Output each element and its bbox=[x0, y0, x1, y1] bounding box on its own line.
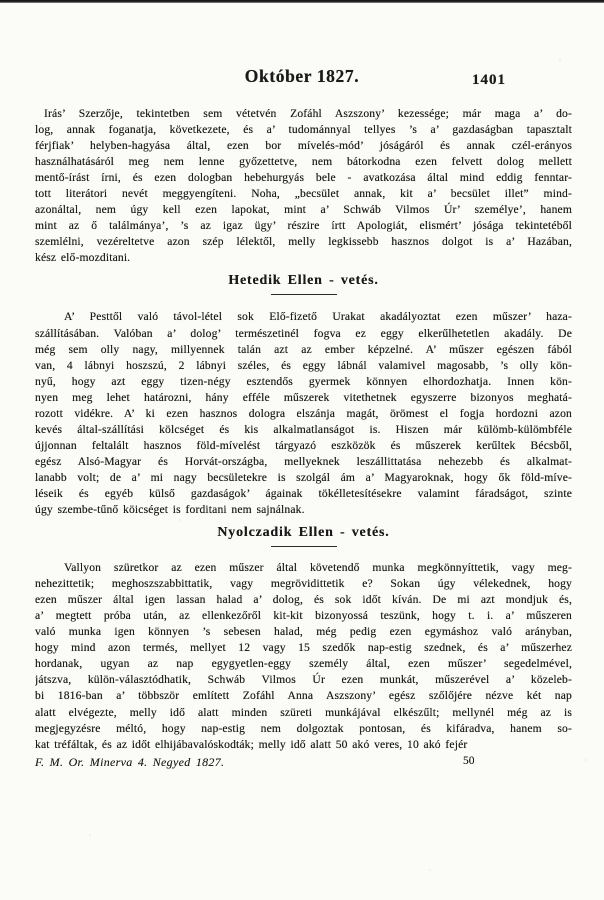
text-line: nyű, hogy azt eggy tizen-négy esztendős gyermek könnyen elhordozhatja. Innen kön- bbox=[35, 374, 572, 388]
text-line: kevés által-szállítási kölcséget és kis alkalmatlanságot is. Hiszen már külömb-külömbféle bbox=[35, 422, 572, 436]
text-line: mentő-írást írni, és ezen dologban hebehurgyás bele - avatkozása által mind eddig fenntar- bbox=[35, 171, 572, 185]
text-line: rozott vidékre. A’ ki ezen hasznos dologra elszánja magát, örömest el fogja hordozni azon bbox=[35, 406, 572, 420]
catchword: 50 bbox=[463, 755, 475, 767]
text-line: mint az ő találmánya’, ’s az igaz ügy’ részire írtt Apologiát, elismért’ jósága tekintetéből bbox=[35, 219, 572, 233]
page-footer bbox=[35, 755, 572, 773]
text-block bbox=[35, 106, 572, 753]
text-line: ezen műszer által igen lassan halad a’ dolog, és sok időt kíván. De mi azt mondjuk és, bbox=[35, 593, 572, 607]
text-line: nehezittetik; meghoszszabbittatik, vagy megrövidittetik e? Sokan úgy vélekednek, hogy bbox=[35, 577, 572, 591]
paragraph-hetedik bbox=[35, 309, 572, 518]
text-line: hogy mind azon termés, mellyet 12 vagy 15 szedők nap-estig szednek, és a’ műszerhez bbox=[35, 641, 572, 655]
spacer bbox=[35, 547, 572, 560]
text-line: szemlélni, vezéreltetve azon szép lélektől, melly legkissebb hasznos dolgot is a’ Hazában, bbox=[35, 235, 572, 249]
journal-imprint: F. M. Or. Minerva 4. Negyed 1827. bbox=[35, 755, 225, 769]
scan-top-edge bbox=[0, 0, 604, 3]
spacer bbox=[35, 295, 572, 309]
text-line: Vallyon szüretkor az ezen műszer által követendő munka megkönnyíttetik, vagy meg- bbox=[64, 561, 572, 575]
text-line: szállításában. Valóban a’ dolog’ természetinél fogva ez eggy elkerűlhetetlen akadály. De bbox=[35, 326, 572, 340]
text-line: azonáltal, nem úgy kell ezen lapokat, mint a’ Schwáb Vilmos Úr’ személye’, hanem bbox=[35, 203, 572, 217]
text-line: léseik és egyéb külső gazdaságok’ ágainak tökélletesítésekre valamint fáradságot, szinte bbox=[35, 486, 572, 500]
text-line: való munka igen könnyen ’s sebesen halad, még pedig ezen egymáshoz való arányban, bbox=[35, 625, 572, 639]
paragraph-continuation bbox=[35, 106, 572, 266]
section-heading-hetedik: Hetedik Ellen - vetés. bbox=[228, 273, 379, 289]
running-title: Október 1827. bbox=[244, 66, 360, 86]
text-line: egész Alsó-Magyar és Horvát-országba, mellyeknek leszállittatása nehezebb és alkalmat- bbox=[35, 454, 572, 468]
text-line: használhatásáról meg nem lenne győzettetve, nem bátorkodna ezen felvett dolog mellett bbox=[35, 155, 572, 169]
text-line: a’ megtett próba után, az ellenkezőről kit-kit bizonyossá teszünk, hogy t. i. a’ műszeren bbox=[35, 609, 572, 623]
text-line: játszva, külön-választódhatik, Schwáb Vilmos Úr ezen munkát, műszerével a’ közeleb- bbox=[35, 673, 572, 687]
text-line: férjfiak’ helyben-hagyása által, ezen bor mívelés-mód’ jóságáról és annak czél-erányos bbox=[35, 139, 572, 153]
text-line: lanabb volt; de a’ mi nagy becsületekre is szolgál ám a’ Magyaroknak, hogy ők föld-míve- bbox=[35, 470, 572, 484]
text-line: úgy szembe-tűnő köicséget is forditani nem sajnálnak. bbox=[35, 503, 305, 517]
text-line: log, annak foganatja, következete, és a’ tudománnyal tellyes ’s a’ gazdaságban tapasztalt bbox=[35, 123, 572, 137]
text-line: megjegyzésre méltó, hogy nap-estig nem dolgoztak pontosan, és kifáradva, hanem so- bbox=[35, 721, 572, 735]
text-line: alatt elvégezte, melly idő alatt minden szüreti munkájával elkészűlt; mellynél még az is bbox=[35, 705, 572, 719]
text-line: kat tréfáltak, és az időt elhijábavalóskodták; melly idő alatt 50 akó veres, 10 akó fejér bbox=[35, 737, 468, 751]
text-line: hordanak, ugyan az nap egygyetlen-eggy személy által, ezen műszer’ segedelmével, bbox=[35, 657, 572, 671]
text-line: A’ Pesttől való távol-létel sok Elő-fizető Urakat akadályoztat ezen műszer’ haza- bbox=[64, 310, 572, 324]
section-heading-nyolczadik: Nyolczadik Ellen - vetés. bbox=[217, 525, 390, 541]
text-line: van, 4 lábnyi hoszszú, 2 lábnyi széles, és eggy lábnál valamivel magosabb, ’s olly kön- bbox=[35, 358, 572, 372]
text-line: bi 1816-ban a’ többször említett Zofáhl Anna Aszszony’ egész szőlőjére nézve két nap bbox=[35, 689, 572, 703]
text-line: újjonnan feltalált hasznos föld-mívelést tárgyazó eszközök és műszerek kerűltek Bécsből, bbox=[35, 438, 572, 452]
page-number: 1401 bbox=[472, 72, 506, 88]
text-line: Irás’ Szerzője, tekintetben sem vétetvén Zofáhl Aszszony’ kezessége; már maga a’ do- bbox=[44, 107, 572, 120]
text-line: kész elő-mozditani. bbox=[35, 251, 131, 265]
text-line: még sem olly nagy, millyennek talán azt az ember képzelné. A’ műszer egészen fából bbox=[35, 342, 572, 356]
text-line: tott literátori nevét meggyengíteni. Noha, „becsület annak, kit a’ becsület illet” mind- bbox=[35, 187, 572, 201]
text-line: nyen meg lehet határozni, hány efféle műszerek vitethetnek egyszerre bizonyos meghatá- bbox=[35, 390, 572, 404]
page-header bbox=[0, 66, 604, 92]
paragraph-nyolczadik bbox=[35, 560, 572, 753]
